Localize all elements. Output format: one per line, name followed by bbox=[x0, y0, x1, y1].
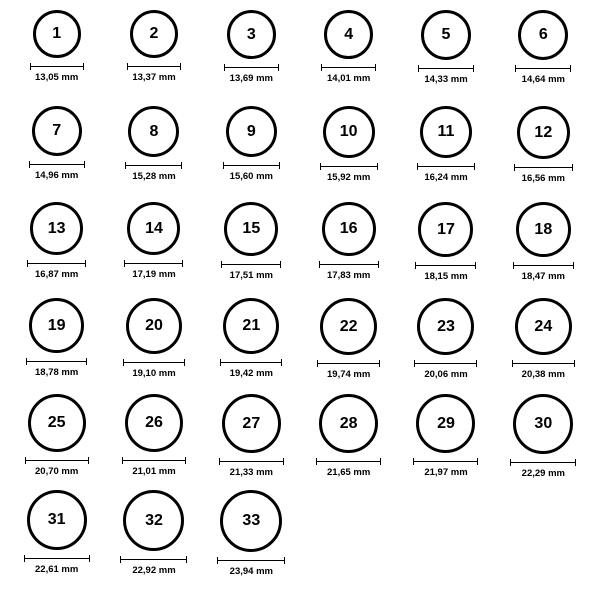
ring-size-label: 9 bbox=[246, 122, 256, 140]
ring-circle bbox=[28, 394, 86, 452]
ring-size-label: 25 bbox=[47, 414, 66, 431]
measure-tick-left bbox=[24, 555, 25, 562]
measure-bar bbox=[320, 163, 378, 170]
measure-tick-right bbox=[83, 63, 84, 70]
ring-size-cell bbox=[300, 202, 397, 298]
measure-tick-left bbox=[510, 459, 511, 466]
measure-bar bbox=[120, 556, 187, 563]
ring-size-cell bbox=[203, 202, 300, 298]
ring-diameter-label: 21,01 mm bbox=[132, 466, 176, 477]
measure-bar bbox=[125, 162, 182, 169]
ring-size-label: 10 bbox=[339, 123, 358, 140]
ring-size-label: 32 bbox=[145, 511, 163, 529]
ring-circle bbox=[320, 298, 377, 355]
measure-tick-right bbox=[280, 261, 281, 268]
ring-size-cell bbox=[105, 490, 202, 586]
ring-size-cell bbox=[105, 202, 202, 298]
ring-diameter-label: 14,96 mm bbox=[35, 170, 79, 181]
ring-size-label: 24 bbox=[534, 317, 553, 335]
ring-size-cell bbox=[203, 106, 300, 202]
ring-diameter-label: 16,56 mm bbox=[521, 173, 565, 184]
measure-tick-left bbox=[316, 458, 317, 465]
ring-circle bbox=[224, 202, 278, 256]
ring-size-cell bbox=[8, 106, 105, 202]
measure-tick-right bbox=[575, 459, 576, 466]
ring-circle bbox=[27, 490, 87, 550]
ring-diameter-label: 18,78 mm bbox=[35, 367, 79, 378]
measure-tick-left bbox=[217, 557, 218, 564]
ring-diameter-label: 23,94 mm bbox=[229, 566, 273, 577]
ring-size-cell bbox=[203, 10, 300, 106]
measure-tick-left bbox=[220, 359, 221, 366]
measure-tick-right bbox=[375, 64, 376, 71]
ring-circle bbox=[222, 394, 281, 453]
ring-circle bbox=[322, 202, 376, 256]
measure-bar bbox=[223, 162, 280, 169]
measure-bar bbox=[127, 63, 181, 70]
ring-size-cell bbox=[105, 106, 202, 202]
ring-size-label: 26 bbox=[145, 414, 163, 431]
ring-diameter-label: 20,06 mm bbox=[424, 369, 468, 380]
ring-circle bbox=[323, 106, 375, 158]
measure-tick-left bbox=[25, 457, 26, 464]
ring-circle bbox=[125, 394, 183, 452]
measure-tick-right bbox=[574, 360, 575, 367]
ring-size-cell bbox=[203, 394, 300, 490]
measure-bar bbox=[515, 65, 571, 72]
ring-size-label: 22 bbox=[339, 317, 358, 335]
measure-tick-left bbox=[122, 457, 123, 464]
ring-size-label: 16 bbox=[339, 220, 358, 237]
measure-tick-left bbox=[414, 360, 415, 367]
measure-tick-right bbox=[284, 557, 285, 564]
ring-diameter-label: 22,92 mm bbox=[132, 565, 176, 576]
ring-diameter-label: 16,24 mm bbox=[424, 172, 468, 183]
measure-tick-right bbox=[572, 164, 573, 171]
ring-size-cell bbox=[8, 10, 105, 106]
ring-size-label: 30 bbox=[534, 415, 553, 432]
measure-bar bbox=[512, 360, 575, 367]
ring-size-cell bbox=[8, 394, 105, 490]
measure-tick-right bbox=[180, 63, 181, 70]
measure-tick-right bbox=[570, 65, 571, 72]
ring-diameter-label: 20,38 mm bbox=[521, 369, 565, 380]
measure-bar bbox=[514, 164, 573, 171]
ring-size-label: 12 bbox=[534, 123, 553, 141]
ring-size-cell bbox=[300, 106, 397, 202]
ring-size-cell bbox=[495, 202, 592, 298]
ring-size-cell bbox=[495, 394, 592, 490]
ring-size-cell bbox=[495, 298, 592, 394]
measure-tick-left bbox=[30, 63, 31, 70]
ring-size-cell bbox=[203, 490, 300, 586]
measure-tick-left bbox=[321, 64, 322, 71]
measure-tick-right bbox=[185, 457, 186, 464]
ring-circle bbox=[417, 298, 474, 355]
ring-size-cell bbox=[300, 394, 397, 490]
measure-tick-left bbox=[123, 359, 124, 366]
measure-bar bbox=[25, 457, 89, 464]
ring-diameter-label: 14,01 mm bbox=[327, 73, 371, 84]
measure-bar bbox=[415, 262, 476, 269]
measure-tick-right bbox=[475, 262, 476, 269]
measure-tick-right bbox=[279, 162, 280, 169]
measure-bar bbox=[124, 260, 183, 267]
ring-size-label: 33 bbox=[242, 512, 261, 529]
ring-diameter-label: 13,69 mm bbox=[229, 73, 273, 84]
measure-bar bbox=[123, 359, 185, 366]
ring-diameter-label: 13,37 mm bbox=[132, 72, 176, 83]
ring-circle bbox=[123, 490, 184, 551]
measure-tick-right bbox=[380, 458, 381, 465]
measure-tick-right bbox=[281, 359, 282, 366]
measure-tick-left bbox=[319, 261, 320, 268]
ring-size-label: 6 bbox=[538, 26, 548, 43]
measure-tick-left bbox=[320, 163, 321, 170]
ring-circle bbox=[515, 298, 572, 355]
measure-tick-right bbox=[378, 261, 379, 268]
measure-tick-right bbox=[283, 458, 284, 465]
measure-tick-left bbox=[219, 458, 220, 465]
ring-circle bbox=[33, 10, 81, 58]
ring-size-cell bbox=[105, 10, 202, 106]
measure-tick-right bbox=[473, 65, 474, 72]
measure-tick-right bbox=[89, 555, 90, 562]
ring-size-label: 4 bbox=[344, 25, 354, 43]
ring-size-cell bbox=[105, 298, 202, 394]
ring-diameter-label: 22,61 mm bbox=[35, 564, 79, 575]
ring-size-label: 5 bbox=[441, 26, 451, 43]
measure-tick-left bbox=[417, 163, 418, 170]
ring-size-label: 28 bbox=[339, 414, 358, 432]
ring-circle bbox=[32, 106, 82, 156]
ring-diameter-label: 13,05 mm bbox=[35, 72, 79, 83]
ring-diameter-label: 21,33 mm bbox=[229, 467, 273, 478]
measure-bar bbox=[414, 360, 477, 367]
ring-size-cell bbox=[8, 298, 105, 394]
ring-diameter-label: 14,64 mm bbox=[521, 74, 565, 85]
measure-tick-left bbox=[29, 161, 30, 168]
measure-bar bbox=[319, 261, 379, 268]
measure-bar bbox=[24, 555, 90, 562]
ring-size-cell bbox=[203, 298, 300, 394]
ring-size-cell bbox=[300, 10, 397, 106]
ring-size-cell bbox=[300, 298, 397, 394]
measure-tick-left bbox=[418, 65, 419, 72]
ring-size-cell bbox=[105, 394, 202, 490]
measure-tick-right bbox=[84, 161, 85, 168]
measure-tick-left bbox=[512, 360, 513, 367]
ring-circle bbox=[513, 394, 573, 454]
ring-size-label: 7 bbox=[52, 122, 62, 139]
measure-tick-right bbox=[474, 163, 475, 170]
ring-size-label: 8 bbox=[149, 122, 159, 140]
measure-tick-right bbox=[477, 458, 478, 465]
measure-tick-right bbox=[278, 64, 279, 71]
ring-circle bbox=[324, 10, 373, 59]
ring-size-cell bbox=[8, 490, 105, 586]
measure-tick-left bbox=[224, 64, 225, 71]
ring-size-cell bbox=[397, 298, 494, 394]
ring-circle bbox=[319, 394, 378, 453]
measure-tick-left bbox=[513, 262, 514, 269]
measure-tick-left bbox=[413, 458, 414, 465]
measure-tick-right bbox=[573, 262, 574, 269]
measure-tick-right bbox=[88, 457, 89, 464]
ring-size-label: 21 bbox=[242, 317, 261, 334]
ring-circle bbox=[130, 10, 178, 58]
measure-tick-right bbox=[182, 260, 183, 267]
measure-bar bbox=[29, 161, 85, 168]
measure-bar bbox=[417, 163, 475, 170]
measure-tick-left bbox=[515, 65, 516, 72]
measure-tick-left bbox=[125, 162, 126, 169]
ring-diameter-label: 21,65 mm bbox=[327, 467, 371, 478]
measure-tick-left bbox=[26, 358, 27, 365]
ring-diameter-label: 17,19 mm bbox=[132, 269, 176, 280]
ring-size-label: 18 bbox=[534, 220, 553, 238]
ring-diameter-label: 18,47 mm bbox=[521, 271, 565, 282]
measure-bar bbox=[219, 458, 284, 465]
ring-circle bbox=[126, 298, 182, 354]
measure-bar bbox=[30, 63, 84, 70]
ring-diameter-label: 14,33 mm bbox=[424, 74, 468, 85]
ring-size-label: 14 bbox=[145, 219, 163, 237]
ring-size-cell bbox=[397, 10, 494, 106]
ring-size-label: 19 bbox=[47, 316, 66, 334]
measure-tick-right bbox=[181, 162, 182, 169]
ring-size-label: 1 bbox=[52, 25, 62, 42]
ring-circle bbox=[517, 106, 570, 159]
measure-tick-left bbox=[127, 63, 128, 70]
measure-tick-right bbox=[186, 556, 187, 563]
ring-circle bbox=[220, 490, 282, 552]
ring-size-label: 23 bbox=[437, 317, 455, 335]
ring-circle bbox=[421, 10, 471, 60]
ring-size-cell bbox=[397, 106, 494, 202]
measure-tick-right bbox=[476, 360, 477, 367]
ring-diameter-label: 15,28 mm bbox=[132, 171, 176, 182]
ring-circle bbox=[128, 106, 179, 157]
measure-tick-left bbox=[27, 260, 28, 267]
measure-tick-left bbox=[514, 164, 515, 171]
measure-tick-right bbox=[85, 260, 86, 267]
measure-bar bbox=[221, 261, 281, 268]
measure-tick-right bbox=[86, 358, 87, 365]
ring-circle bbox=[227, 10, 276, 59]
ring-diameter-label: 19,42 mm bbox=[229, 368, 273, 379]
ring-size-label: 31 bbox=[47, 511, 66, 528]
ring-diameter-label: 15,92 mm bbox=[327, 172, 371, 183]
ring-circle bbox=[516, 202, 571, 257]
ring-circle bbox=[223, 298, 279, 354]
ring-circle bbox=[416, 394, 475, 453]
ring-diameter-label: 18,15 mm bbox=[424, 271, 468, 282]
ring-diameter-label: 21,97 mm bbox=[424, 467, 468, 478]
ring-size-cell bbox=[495, 10, 592, 106]
ring-circle bbox=[30, 202, 83, 255]
measure-tick-right bbox=[377, 163, 378, 170]
ring-diameter-label: 22,29 mm bbox=[521, 468, 565, 479]
ring-size-label: 20 bbox=[145, 317, 163, 334]
measure-tick-left bbox=[124, 260, 125, 267]
ring-size-label: 13 bbox=[47, 219, 66, 237]
ring-diameter-label: 15,60 mm bbox=[229, 171, 273, 182]
ring-size-grid bbox=[8, 10, 592, 586]
ring-circle bbox=[29, 298, 84, 353]
ring-size-label: 15 bbox=[242, 220, 261, 237]
ring-diameter-label: 20,70 mm bbox=[35, 466, 79, 477]
ring-size-label: 29 bbox=[437, 414, 455, 432]
measure-bar bbox=[26, 358, 87, 365]
ring-circle bbox=[518, 10, 568, 60]
measure-bar bbox=[513, 262, 574, 269]
measure-tick-left bbox=[120, 556, 121, 563]
ring-diameter-label: 17,51 mm bbox=[229, 270, 273, 281]
ring-diameter-label: 16,87 mm bbox=[35, 269, 79, 280]
ring-circle bbox=[418, 202, 473, 257]
ring-diameter-label: 19,10 mm bbox=[132, 368, 176, 379]
measure-tick-left bbox=[317, 360, 318, 367]
measure-tick-left bbox=[415, 262, 416, 269]
measure-tick-left bbox=[221, 261, 222, 268]
measure-bar bbox=[413, 458, 478, 465]
ring-diameter-label: 17,83 mm bbox=[327, 270, 371, 281]
measure-bar bbox=[418, 65, 474, 72]
ring-circle bbox=[420, 106, 472, 158]
ring-circle bbox=[127, 202, 180, 255]
measure-bar bbox=[321, 64, 376, 71]
ring-circle bbox=[226, 106, 277, 157]
ring-size-label: 27 bbox=[242, 414, 261, 432]
measure-bar bbox=[220, 359, 282, 366]
ring-size-label: 2 bbox=[149, 25, 159, 42]
ring-size-label: 3 bbox=[246, 25, 256, 43]
ring-size-label: 17 bbox=[437, 220, 455, 238]
ring-size-cell bbox=[397, 394, 494, 490]
measure-tick-left bbox=[223, 162, 224, 169]
ring-diameter-label: 19,74 mm bbox=[327, 369, 371, 380]
measure-tick-right bbox=[184, 359, 185, 366]
measure-bar bbox=[510, 459, 576, 466]
measure-bar bbox=[224, 64, 279, 71]
ring-size-cell bbox=[8, 202, 105, 298]
ring-size-cell bbox=[397, 202, 494, 298]
measure-bar bbox=[27, 260, 86, 267]
measure-bar bbox=[217, 557, 285, 564]
measure-bar bbox=[316, 458, 381, 465]
ring-size-cell bbox=[495, 106, 592, 202]
ring-size-label: 11 bbox=[437, 123, 455, 140]
measure-bar bbox=[122, 457, 186, 464]
measure-tick-right bbox=[379, 360, 380, 367]
measure-bar bbox=[317, 360, 380, 367]
